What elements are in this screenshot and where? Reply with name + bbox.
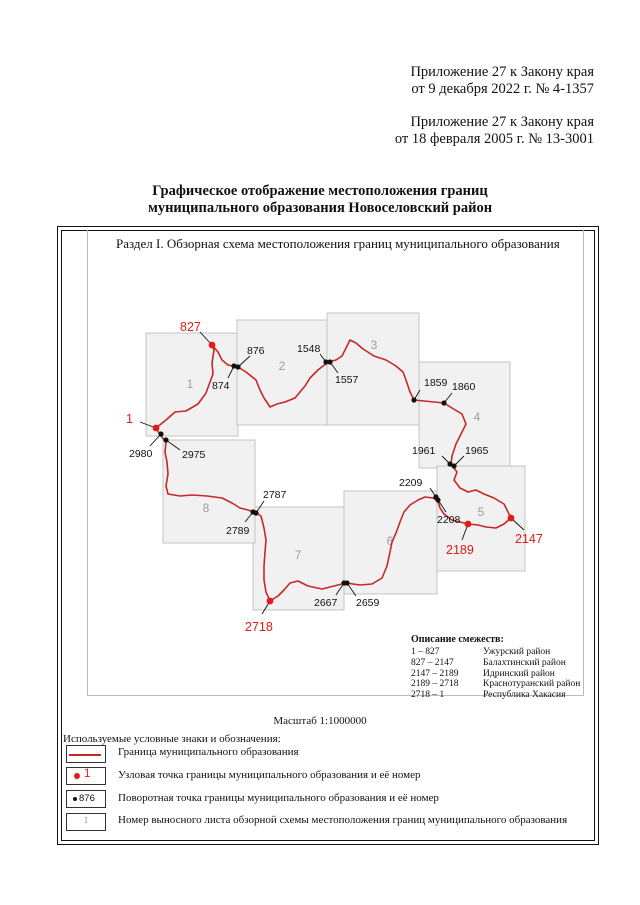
boundary-line-icon — [69, 754, 101, 756]
turn-point-label-876: 876 — [247, 345, 265, 357]
node-point-label-2718: 2718 — [245, 620, 273, 634]
legend-label-boundary: Граница муниципального образования — [118, 746, 299, 758]
sheet-number-2: 2 — [278, 359, 286, 373]
legend-title: Используемые условные знаки и обозначения: — [63, 733, 281, 745]
turn-point-label-2980: 2980 — [129, 448, 153, 460]
node-point-827-dot — [209, 342, 216, 349]
legend-symbol-node-point — [66, 767, 106, 785]
legend-symbol-sheet-number — [66, 813, 106, 831]
adjacency-row — [411, 669, 580, 680]
sheet-number-3: 3 — [370, 338, 378, 352]
header-line-2: от 9 декабря 2022 г. № 4-1357 — [411, 81, 594, 97]
turn-point-label-2208: 2208 — [437, 514, 461, 526]
adjacency-row — [411, 679, 580, 690]
header-line-4: от 18 февраля 2005 г. № 13-3001 — [394, 131, 594, 147]
node-point-label-827: 827 — [180, 320, 201, 334]
sheet-frames — [146, 313, 525, 610]
adjacency-district: Краснотуранский район — [483, 679, 581, 690]
turn-point-label-1860: 1860 — [452, 381, 476, 393]
adjacency-row — [411, 690, 580, 701]
turn-point-label-2975: 2975 — [182, 449, 206, 461]
node-point-icon — [74, 773, 80, 779]
legend-label-turn-point: Поворотная точка границы муниципального образования и её номер — [118, 792, 439, 804]
turn-point-label-2209: 2209 — [399, 477, 423, 489]
adjacency-district: Идринский район — [483, 668, 555, 679]
adjacency-row — [411, 647, 580, 658]
turn-point-label-1961: 1961 — [412, 445, 436, 457]
node-point-2147-dot — [508, 515, 515, 522]
adjacency-district: Республика Хакасия — [483, 690, 566, 701]
sheet-number-8: 8 — [202, 501, 210, 515]
node-point-1-dot — [153, 425, 160, 432]
turn-point-label-1965: 1965 — [465, 445, 489, 457]
adjacency-district: Балахтинский район — [483, 657, 566, 668]
adjacency-row — [411, 658, 580, 669]
node-point-label-2147: 2147 — [515, 532, 543, 546]
adjacency-range: 2189 – 2718 — [411, 679, 459, 690]
adjacency-district: Ужурский район — [483, 647, 551, 657]
adjacency-range: 2147 – 2189 — [411, 668, 459, 679]
sheet-number-5: 5 — [477, 505, 485, 519]
sheet-frame-3 — [327, 313, 419, 425]
document-title-line-1: Графическое отображение местоположения границ — [152, 183, 488, 199]
turn-point-label-2659: 2659 — [356, 597, 380, 609]
node-point-label-2189: 2189 — [446, 543, 474, 557]
legend-symbol-boundary — [66, 745, 106, 763]
turn-point-label-874: 874 — [212, 380, 230, 392]
sheet-number-sample: 1 — [83, 816, 89, 826]
legend-symbol-turn-point — [66, 790, 106, 808]
turn-point-label-2787: 2787 — [263, 489, 287, 501]
sheet-number-6: 6 — [386, 534, 394, 548]
section-title: Раздел I. Обзорная схема местоположения границ муниципального образования — [116, 236, 560, 251]
sheet-number-1: 1 — [186, 377, 194, 391]
legend-label-node-point: Узловая точка границы муниципального образования и её номер — [118, 769, 421, 781]
adjacency-range: 1 – 827 — [411, 647, 440, 657]
node-point-label-1: 1 — [126, 412, 133, 426]
map-scale: Масштаб 1:1000000 — [273, 715, 367, 727]
document-title-line-2: муниципального образования Новоселовский район — [147, 200, 493, 216]
header-line-1: Приложение 27 к Закону края — [410, 64, 594, 80]
turn-point-icon — [73, 797, 77, 801]
turn-point-label-2667: 2667 — [314, 597, 338, 609]
node-point-2189-dot — [465, 521, 472, 528]
turn-point-label-1557: 1557 — [335, 374, 359, 386]
header-line-3: Приложение 27 к Закону края — [410, 114, 594, 130]
node-point-sample-number: 1 — [84, 768, 91, 780]
turn-point-label-1548: 1548 — [297, 343, 321, 355]
sheet-number-7: 7 — [294, 548, 302, 562]
turn-point-label-2789: 2789 — [226, 525, 250, 537]
adjacency-table — [411, 647, 580, 701]
node-point-2718-dot — [267, 598, 274, 605]
sheet-number-4: 4 — [473, 410, 481, 424]
legend-label-sheet-number: Номер выносного листа обзорной схемы местоположения границ муниципального образования — [118, 814, 568, 826]
turn-point-sample-number: 876 — [79, 793, 95, 804]
adjacency-title: Описание смежеств: — [411, 634, 504, 645]
turn-point-label-1859: 1859 — [424, 377, 448, 389]
adjacency-range: 827 – 2147 — [411, 657, 454, 668]
adjacency-range: 2718 – 1 — [411, 690, 445, 701]
